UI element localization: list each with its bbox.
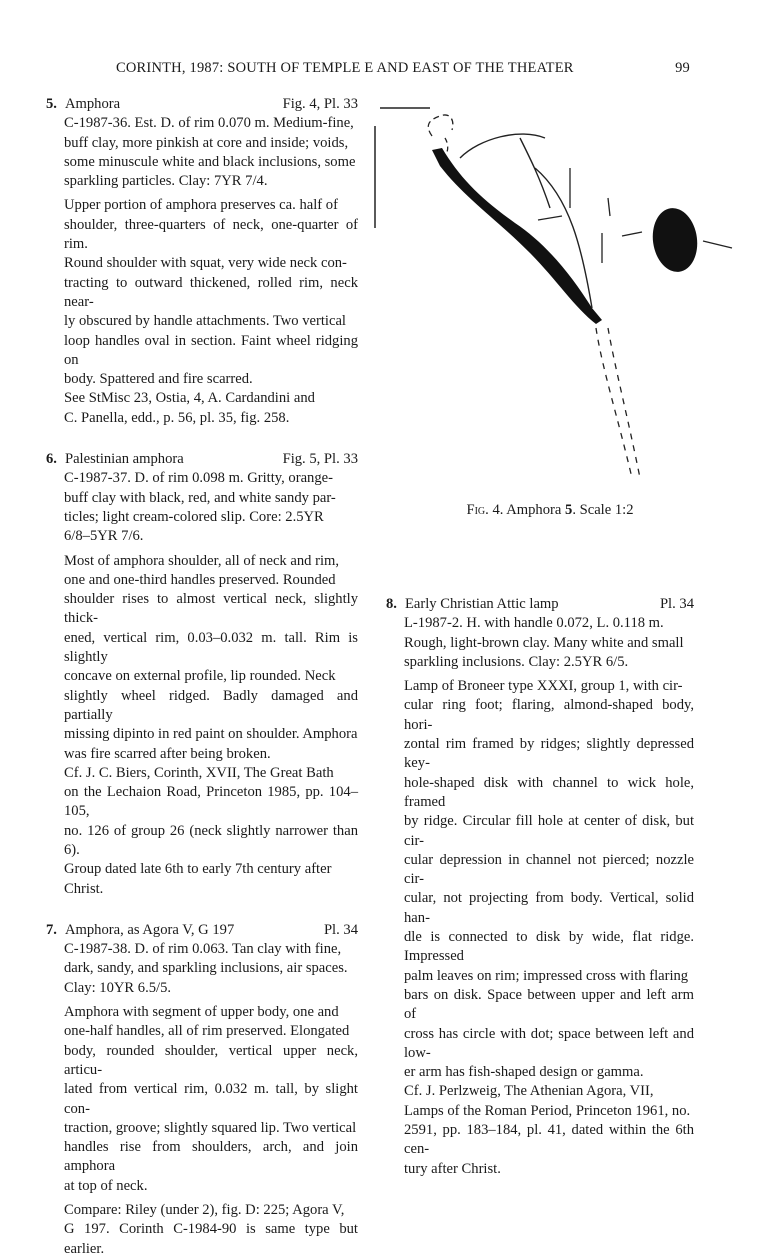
tick-line	[538, 216, 562, 220]
text-line: er arm has fish-shaped design or gamma.	[404, 1064, 644, 1081]
entry-5	[46, 95, 358, 428]
entry-title: Palestinian amphora	[64, 451, 184, 468]
text-line: shoulder rises to almost vertical neck, slightly thick-	[64, 591, 358, 627]
reference-line: See StMisc 23, Ostia, 4, A. Cardandini and	[64, 390, 315, 407]
text-line: Round shoulder with squat, very wide neck con-	[64, 255, 347, 272]
text-line: ticles; light cream-colored slip. Core: 2.5YR	[64, 508, 324, 525]
description-text	[64, 1003, 358, 1259]
text-line: buff clay, more pinkish at core and inside; voids,	[64, 134, 349, 151]
entry-ref: Fig. 4, Pl. 33	[282, 96, 358, 112]
reference-line: Christ.	[64, 880, 104, 897]
text-line: cular depression in channel not pierced; nozzle cir-	[404, 851, 694, 888]
text-line: cross has circle with dot; space between left and low-	[404, 1025, 694, 1061]
amphora-profile-drawing	[370, 98, 770, 498]
text-line: bars on disk. Space between upper and left arm of	[404, 986, 694, 1023]
handle-outline	[460, 134, 545, 158]
text-line: tracting to outward thickened, rolled rim, neck near-	[64, 274, 358, 310]
text-line: ened, vertical rim, 0.03–0.032 m. tall. Rim is slightly	[64, 629, 358, 666]
text-line: cular, not projecting from body. Vertical, solid han-	[404, 890, 694, 926]
reference-line: C. Panella, edd., p. 56, pl. 35, fig. 258.	[64, 409, 290, 426]
right-column	[386, 595, 694, 1179]
entry-title: Amphora, as Agora V, G 197	[64, 921, 235, 938]
catalog-text	[64, 114, 358, 191]
text-line: C-1987-37. D. of rim 0.098 m. Gritty, orange-	[64, 470, 333, 487]
reference-line: Compare: Riley (under 2), fig. D: 225; Agora V,	[64, 1202, 345, 1219]
text-line: Clay: 10YR 6.5/5.	[64, 979, 172, 996]
text-line: missing dipinto in red paint on shoulder. Amphora	[64, 726, 358, 743]
text-line: sparkling particles. Clay: 7YR 7/4.	[64, 173, 268, 190]
section-guide	[622, 232, 642, 236]
text-line: Most of amphora shoulder, all of neck and rim,	[64, 552, 340, 569]
text-line: dark, sandy, and sparkling inclusions, air spaces.	[64, 960, 348, 977]
text-line: at top of neck.	[64, 1177, 148, 1194]
entry-number: 6.	[46, 451, 57, 468]
reference-line: Lamps of the Roman Period, Princeton 1961, no.	[404, 1102, 691, 1119]
catalog-text	[64, 469, 358, 546]
entry-number: 5.	[46, 96, 57, 112]
reference-line: 2591, pp. 183–184, pl. 41, dated within the 6th cen-	[404, 1122, 694, 1158]
description-text	[64, 196, 358, 428]
tick-line	[608, 198, 610, 216]
entry-heading	[46, 95, 358, 114]
text-line: sparkling inclusions. Clay: 2.5YR 6/5.	[404, 653, 629, 670]
text-line: body. Spattered and fire scarred.	[64, 371, 253, 388]
entry-ref: Pl. 34	[323, 921, 358, 938]
entry-ref: Pl. 34	[659, 596, 694, 612]
description-text	[64, 552, 358, 899]
description-text	[404, 677, 694, 1179]
reference-line: G 197. Corinth C-1984-90 is same type but earlier.	[64, 1221, 358, 1257]
text-line: palm leaves on rim; impressed cross with flaring	[404, 967, 689, 984]
running-title: CORINTH, 1987: SOUTH OF TEMPLE E AND EAST OF THE THEATER	[116, 60, 574, 76]
text-fragment: Upper portion of amphora preserves ca. half of	[64, 197, 338, 214]
text-line: was fire scarred after being broken.	[64, 745, 271, 762]
text-line: dle is connected to disk by wide, flat ridge. Impressed	[404, 929, 694, 965]
reference-line: Cf. J. C. Biers, Corinth, XVII, The Great Bath	[64, 764, 334, 781]
catalog-text	[404, 614, 694, 672]
text-line: one-half handles, all of rim preserved. Elongated	[64, 1023, 350, 1040]
text-line: loop handles oval in section. Faint wheel ridging on	[64, 332, 358, 368]
running-header	[50, 60, 690, 80]
text-line: handles rise from shoulders, arch, and join amphora	[64, 1139, 358, 1175]
entry-heading	[46, 450, 358, 469]
text-line: ly obscured by handle attachments. Two vertical	[64, 313, 346, 330]
text-line: C-1987-38. D. of rim 0.063. Tan clay with fine,	[64, 941, 342, 958]
entry-heading	[386, 595, 694, 614]
entry-number: 8.	[386, 596, 397, 612]
catalog-text	[64, 940, 358, 998]
text-line: Lamp of Broneer type XXXI, group 1, with cir-	[404, 678, 683, 695]
rim-dashed-outline	[428, 115, 453, 136]
text-line: lated from vertical rim, 0.032 m. tall, by slight con-	[64, 1081, 358, 1117]
reference-line: no. 126 of group 26 (neck slightly narrower than 6).	[64, 822, 358, 858]
text-line: Amphora with segment of upper body, one and	[64, 1004, 339, 1021]
text-line: 6/8–5YR 7/6.	[64, 528, 144, 545]
text-line: concave on external profile, lip rounded. Neck	[64, 668, 336, 685]
entry-8	[386, 595, 694, 1179]
text-line: traction, groove; slightly squared lip. Two vertical	[64, 1119, 357, 1136]
text-line: L-1987-2. H. with handle 0.072, L. 0.118 m.	[404, 615, 664, 632]
text-line: buff clay with black, red, and white sandy par-	[64, 489, 336, 506]
text-line: Rough, light-brown clay. Many white and small	[404, 634, 684, 651]
reference-line: tury after Christ.	[404, 1160, 501, 1177]
text-line: some minuscule white and black inclusions, some	[64, 153, 356, 170]
figure-caption	[370, 502, 730, 519]
text-line: hole-shaped disk with channel to wick hole, framed	[404, 774, 694, 810]
text-line	[64, 196, 358, 215]
reference-line: Cf. J. Perlzweig, The Athenian Agora, VII,	[404, 1083, 654, 1100]
caption-prefix: Fig.	[466, 502, 489, 518]
text-line: cular ring foot; flaring, almond-shaped body, hori-	[404, 697, 694, 733]
entry-6	[46, 450, 358, 899]
text-line: shoulder, three-quarters of neck, one-quarter of rim.	[64, 216, 358, 253]
handle-outline	[520, 138, 550, 208]
page-number: 99	[675, 60, 690, 76]
entry-number: 7.	[46, 921, 57, 938]
text-line: by ridge. Circular fill hole at center of disk, but cir-	[404, 813, 694, 849]
reference-line: on the Lechaion Road, Princeton 1985, pp. 104–105,	[64, 784, 358, 820]
entry-7	[46, 921, 358, 1259]
entry-title: Early Christian Attic lamp	[404, 596, 559, 612]
handle-section-oval	[649, 205, 701, 275]
caption-number: 5	[565, 502, 573, 518]
section-guide	[703, 241, 732, 248]
text-line: one and one-third handles preserved. Rounded	[64, 571, 336, 588]
body-dashed-outline	[596, 328, 632, 478]
text-line: body, rounded shoulder, vertical upper neck, articu-	[64, 1042, 358, 1078]
caption-text: 4. Amphora	[488, 502, 566, 518]
left-column	[46, 95, 358, 1259]
reference-line: Group dated late 6th to early 7th century after	[64, 861, 332, 878]
entry-ref: Fig. 5, Pl. 33	[282, 451, 358, 468]
text-line: zontal rim framed by ridges; slightly depressed key-	[404, 736, 694, 772]
text-line: slightly wheel ridged. Badly damaged and partially	[64, 687, 358, 723]
entry-heading	[46, 921, 358, 940]
text-line: C-1987-36. Est. D. of rim 0.070 m. Medium-fine,	[64, 115, 354, 132]
caption-scale: . Scale 1:2	[572, 502, 634, 518]
entry-title: Amphora	[64, 96, 121, 112]
